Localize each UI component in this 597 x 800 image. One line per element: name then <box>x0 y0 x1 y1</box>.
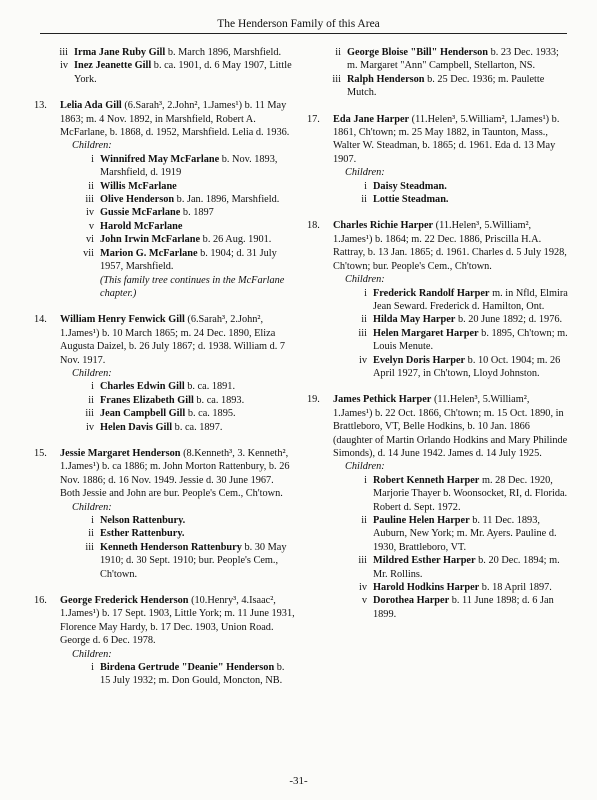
child-details: b. 15 July 1932; m. Don Gould, Moncton, NB. <box>100 662 285 687</box>
child-item <box>72 220 296 233</box>
child-details: b. 1895, Ch'town; m. Louis Menute. <box>373 327 568 353</box>
roman-numeral: ii <box>88 394 94 406</box>
child-item <box>72 661 296 688</box>
roman-numeral: vi <box>85 234 94 246</box>
children-label: Children: <box>72 367 112 379</box>
child-item <box>72 193 296 206</box>
children-label: Children: <box>72 648 112 660</box>
children-list <box>345 474 569 621</box>
entry-text <box>60 594 296 648</box>
roman-numeral: iii <box>85 541 94 553</box>
children-list <box>345 287 569 381</box>
children-list <box>46 46 296 86</box>
roman-numeral: i <box>91 515 94 526</box>
person-details: (6.Sarah³, 2.John², 1.James¹) b. 11 May 1863; m. 4 Nov. 1892, in Marshfield, Robert A. McFarlane, b. 1868, d. 1952, Marshfield. Lelia d. 1936. <box>60 100 290 139</box>
children-label: Children: <box>345 274 385 286</box>
entry-number: 19. <box>307 394 320 406</box>
entry-text <box>60 99 296 139</box>
child-details: m. 28 Dec. 1920, Marjorie Thayer b. Woonsocket, RI, d. Florida. Robert d. Sept. 1972. <box>373 474 568 513</box>
continued-children <box>34 46 296 86</box>
child-name: Daisy Steadman. <box>373 180 447 192</box>
child-item <box>345 180 569 193</box>
page-number: -31- <box>289 775 308 787</box>
roman-numeral: ii <box>361 194 367 206</box>
child-item <box>345 354 569 381</box>
child-details: b. Jan. 1896, Marshfield. <box>174 194 280 206</box>
entry-14 <box>34 313 296 434</box>
child-details: b. March 1896, Marshfield. <box>165 47 282 58</box>
roman-numeral: iii <box>358 555 367 567</box>
roman-numeral: i <box>91 662 94 674</box>
chapter-note: (This family tree continues in the McFarlane chapter.) <box>100 274 285 299</box>
right-column <box>307 46 569 634</box>
child-name: Helen Davis Gill <box>100 421 173 433</box>
entry-text <box>60 313 296 367</box>
child-name: Harold McFarlane <box>100 220 183 232</box>
child-name: Mildred Esther Harper <box>373 555 476 567</box>
child-details: b. 20 June 1892; d. 1976. <box>455 314 563 326</box>
child-name: Nelson Rattenbury. <box>100 515 186 526</box>
child-name: Esther Rattenbury. <box>100 528 185 540</box>
child-name: Kenneth Henderson Rattenbury <box>100 541 242 553</box>
children-list <box>72 380 296 434</box>
person-name: Jessie Margaret Henderson <box>60 447 181 459</box>
children-label: Children: <box>72 140 112 152</box>
child-item <box>345 581 569 594</box>
entry-number: 18. <box>307 220 320 232</box>
person-details: (10.Henry³, 4.Isaac², 1.James¹) b. 17 Sept. 1903, Little York; m. 11 June 1931, Florence May Hardy, b. 17 Dec. 1903, Union Road. George d. 6 Dec. 1978. <box>60 595 295 647</box>
child-name: Helen Margaret Harper <box>373 327 479 339</box>
child-details: b. 25 Dec. 1936; m. Paulette Mutch. <box>347 73 545 99</box>
roman-numeral: iv <box>85 421 94 433</box>
child-item <box>72 233 296 246</box>
child-item <box>72 514 296 527</box>
child-name: Irma Jane Ruby Gill <box>74 47 166 58</box>
person-name: Eda Jane Harper <box>333 113 410 125</box>
child-item <box>72 407 296 420</box>
roman-numeral: iv <box>358 582 367 594</box>
entry-text <box>333 219 569 273</box>
child-details: b. 23 Dec. 1933; m. Margaret "Ann" Campbell, Stellarton, NS. <box>347 47 559 72</box>
child-item <box>72 180 296 193</box>
roman-numeral: iv <box>358 354 367 366</box>
child-details: b. 11 June 1898; d. 6 Jan 1899. <box>373 595 554 620</box>
entry-text <box>333 393 569 460</box>
child-name: Gussie McFarlane <box>100 207 181 219</box>
roman-numeral: i <box>91 153 94 165</box>
person-details: (11.Helen³, 5.William², 1.James¹) b. 1864; m. 22 Dec. 1886, Priscilla H.A. Rattray, b. 13 Jan. 1865; d. 1961. Charles d. 5 July 1928, Ch'town; bur. People's Cem., Ch'town. <box>333 220 567 272</box>
left-column <box>34 46 296 701</box>
entry-15 <box>34 447 296 581</box>
roman-numeral: iii <box>85 194 94 206</box>
child-name: Jean Campbell Gill <box>100 408 186 420</box>
entry-18 <box>307 219 569 380</box>
child-name: Olive Henderson <box>100 194 175 206</box>
child-item <box>72 394 296 407</box>
roman-numeral: v <box>88 220 94 232</box>
child-item <box>72 206 296 219</box>
entry-17 <box>307 113 569 207</box>
child-details: b. 1904; d. 31 July 1957, Marshfield. <box>100 247 277 273</box>
child-name: Dorothea Harper <box>373 595 450 607</box>
child-name: Lottie Steadman. <box>373 194 449 206</box>
child-details: b. 18 April 1897. <box>479 582 552 594</box>
child-details: b. ca. 1895. <box>185 408 236 420</box>
running-header: The Henderson Family of this Area <box>217 18 380 30</box>
roman-numeral: iv <box>59 60 68 72</box>
child-name: Winnifred May McFarlane <box>100 153 220 165</box>
entry-13 <box>34 99 296 300</box>
entry-number: 14. <box>34 314 47 326</box>
children-label: Children: <box>345 167 385 179</box>
child-item <box>345 594 569 621</box>
child-name: Robert Kenneth Harper <box>373 474 480 486</box>
child-details: b. 20 Dec. 1894; m. Mr. Rollins. <box>373 555 560 580</box>
child-name: Evelyn Doris Harper <box>373 354 466 366</box>
roman-numeral: i <box>364 287 367 299</box>
person-details: (11.Helen³, 5.William², 1.James¹) b. 1861, Ch'town; m. 25 May 1882, in Taunton, Mass., Walter W. Steadman, b. 1865; d. 1961. Eda d. 13 May 1907. <box>333 113 560 165</box>
child-name: George Bloise "Bill" Henderson <box>347 47 488 58</box>
children-list <box>72 514 296 581</box>
child-name: Franes Elizabeth Gill <box>100 394 194 406</box>
child-details: b. Nov. 1893, Marshfield, d. 1919 <box>100 153 278 179</box>
child-name: Harold Hodkins Harper <box>373 582 480 594</box>
roman-numeral: vii <box>83 247 94 259</box>
children-list <box>72 661 296 688</box>
child-item <box>345 327 569 354</box>
continued-children <box>307 46 569 100</box>
roman-numeral: iii <box>85 408 94 420</box>
roman-numeral: i <box>91 381 94 393</box>
person-name: William Henry Fenwick Gill <box>60 314 185 326</box>
child-name: Hilda May Harper <box>373 314 456 326</box>
roman-numeral: ii <box>335 47 341 58</box>
entry-text <box>60 447 296 501</box>
roman-numeral: v <box>361 595 367 607</box>
entry-19 <box>307 393 569 621</box>
roman-numeral: ii <box>361 314 367 326</box>
roman-numeral: iii <box>59 47 68 58</box>
children-label: Children: <box>72 501 112 513</box>
roman-numeral: i <box>364 474 367 486</box>
entry-text <box>333 113 569 167</box>
child-name: Frederick Randolf Harper <box>373 287 490 299</box>
children-list <box>319 46 569 100</box>
child-details: b. 10 Oct. 1904; m. 26 April 1927, in Ch'town, Lloyd Johnston. <box>373 354 561 379</box>
person-name: George Frederick Henderson <box>60 595 189 607</box>
child-item <box>72 153 296 180</box>
roman-numeral: i <box>364 180 367 192</box>
child-name: Willis McFarlane <box>100 180 177 192</box>
entry-number: 15. <box>34 447 47 459</box>
child-item <box>345 313 569 326</box>
children-label: Children: <box>345 461 385 473</box>
entry-16 <box>34 594 296 688</box>
child-item <box>72 541 296 581</box>
person-details: (8.Kenneth³, 3. Kenneth², 1.James¹) b. ca 1886; m. John Morton Rattenbury, b. 26 Nov. 1886; d. 16 Nov. 1949. Jessie d. 30 June 1967. Both Jessie and John are bur. People's Cem., Ch'town. <box>60 447 290 500</box>
roman-numeral: iv <box>85 207 94 219</box>
child-details: b. ca. 1897. <box>172 421 223 433</box>
entry-number: 13. <box>34 100 47 112</box>
roman-numeral: iii <box>332 73 341 85</box>
person-name: Lelia Ada Gill <box>60 100 122 112</box>
person-name: James Pethick Harper <box>333 394 432 406</box>
roman-numeral: ii <box>88 180 94 192</box>
child-item <box>72 380 296 393</box>
roman-numeral: ii <box>88 528 94 540</box>
child-name: Ralph Henderson <box>347 73 425 85</box>
child-item <box>46 59 296 86</box>
child-item <box>345 514 569 554</box>
person-details: (11.Helen³, 5.William², 1.James¹) b. 22 Oct. 1866, Ch'town; m. 15 Oct. 1890, in Brattleboro, VT, Belle Hodkins, b. 10 Jan. 1866 (daughter of Martin Orlando Hodkins and Mary Philinde Simonds), d. 14 June 1942. James d. 14 July 1925. <box>333 394 568 459</box>
child-details: b. 1897 <box>180 207 214 219</box>
child-item <box>319 73 569 100</box>
person-details: (6.Sarah³, 2.John², 1.James¹) b. 10 March 1865; m. 24 Dec. 1890, Eliza Augusta Daizel, b. 26 July 1867; d. 1938. William d. 7 Nov. 1917. <box>60 314 286 366</box>
child-item <box>319 46 569 73</box>
child-name: John Irwin McFarlane <box>100 234 201 246</box>
child-details: b. ca. 1901, d. 6 May 1907, Little York. <box>74 60 292 85</box>
person-name: Charles Richie Harper <box>333 220 434 232</box>
entry-number: 16. <box>34 595 47 607</box>
child-name: Birdena Gertrude "Deanie" Henderson <box>100 662 275 674</box>
child-item <box>72 421 296 434</box>
child-name: Pauline Helen Harper <box>373 515 470 526</box>
entry-number: 17. <box>307 113 320 125</box>
child-details: b. 26 Aug. 1901. <box>200 234 272 246</box>
child-item <box>46 46 296 59</box>
child-details: b. 30 May 1910; d. 30 Sept. 1910; bur. People's Cem., Ch'town. <box>100 541 287 580</box>
child-details: b. ca. 1891. <box>184 381 236 393</box>
child-name: Charles Edwin Gill <box>100 381 185 393</box>
child-name: Marion G. McFarlane <box>100 247 198 259</box>
header-rule <box>40 33 567 34</box>
child-name: Inez Jeanette Gill <box>74 60 152 72</box>
children-list <box>72 153 296 274</box>
child-details: m. in Nfld, Elmira Jean Seward. Frederick d. Hamilton, Ont. <box>373 287 568 312</box>
child-item <box>345 554 569 581</box>
roman-numeral: ii <box>361 515 367 526</box>
child-item <box>345 193 569 206</box>
child-details: b. 11 Dec. 1893, Auburn, New York; m. Mr. Ayers. Pauline d. 1930, Brattleboro, VT. <box>373 515 557 553</box>
child-item <box>345 287 569 314</box>
child-item <box>345 474 569 514</box>
child-details: b. ca. 1893. <box>193 394 245 406</box>
children-list <box>345 180 569 207</box>
child-item <box>72 527 296 540</box>
roman-numeral: iii <box>358 327 367 339</box>
child-item <box>72 247 296 274</box>
